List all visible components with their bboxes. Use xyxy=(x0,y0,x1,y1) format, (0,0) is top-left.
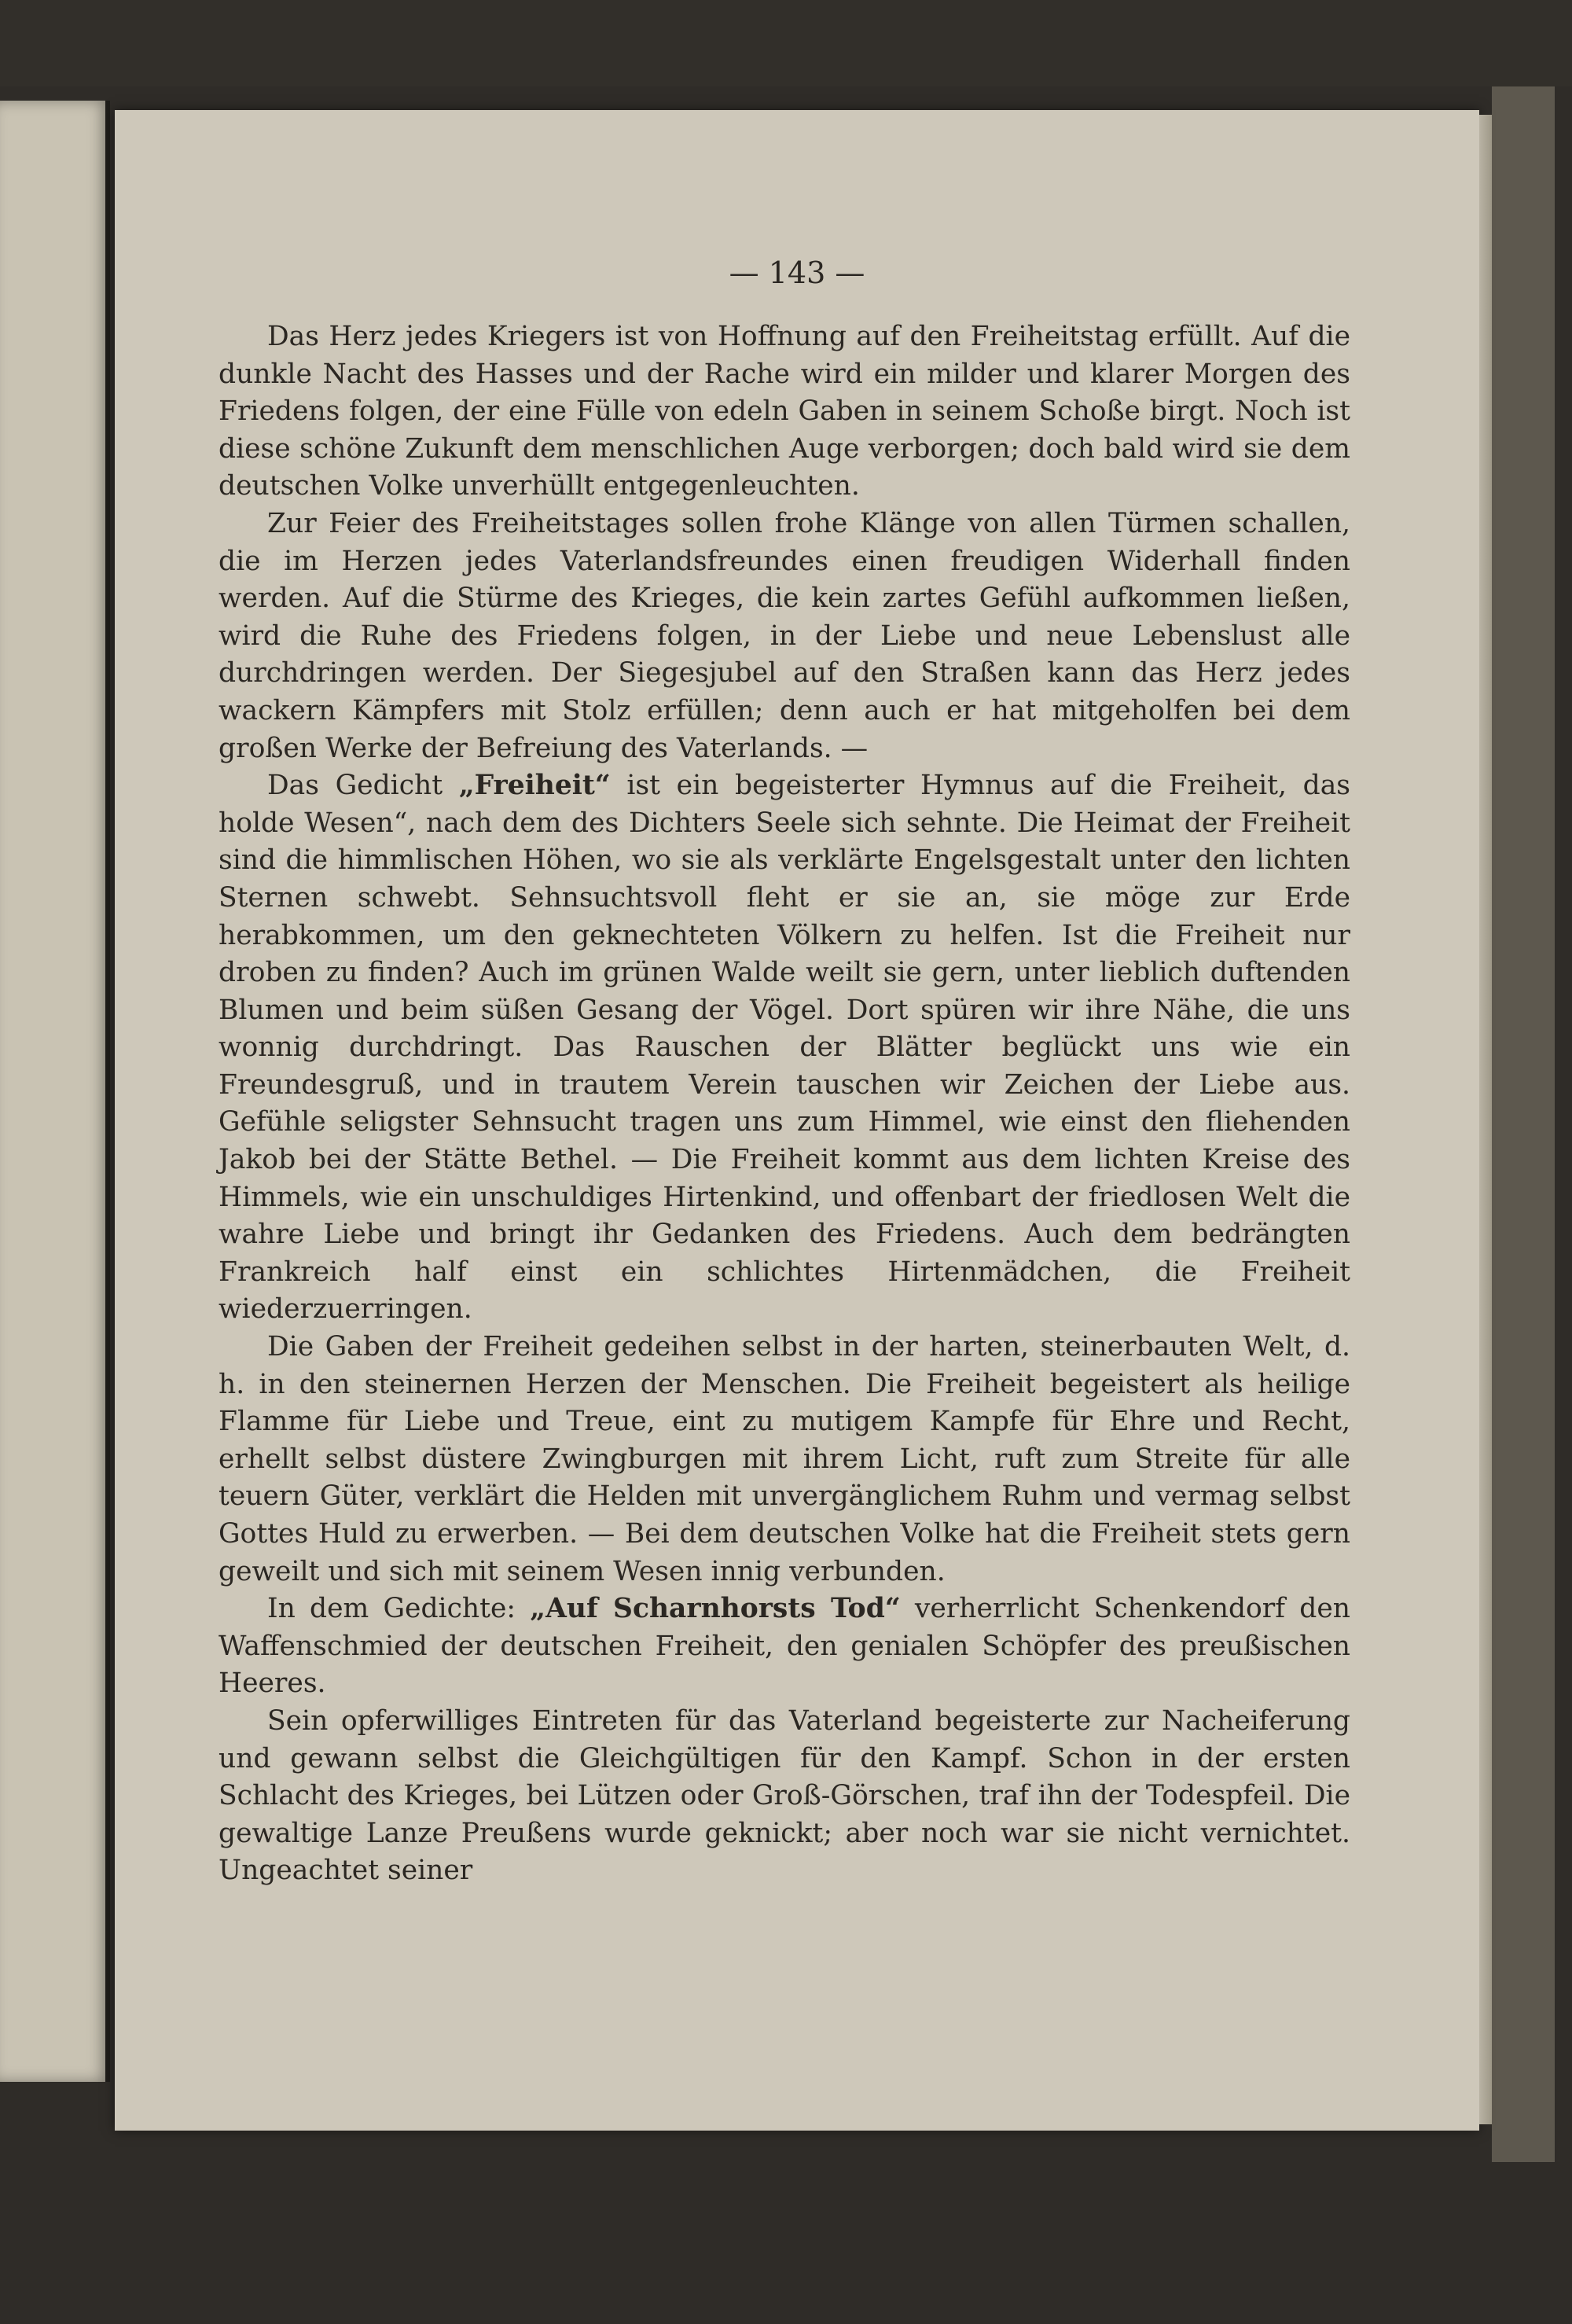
paragraph-text: Sein opferwilliges Eintreten für das Vaterland begeisterte zur Nacheiferung und gewann selbst die Gleichgültigen für den Kampf. Schon in der ersten Schlacht des Krieges, bei Lützen oder Groß-Görschen, traf ihn der Todespfeil. Die gewaltige Lanze Preußens wurde geknickt; aber noch war sie nicht vernichtet. Ungeachtet seiner xyxy=(219,1704,1350,1887)
paragraph-text: In dem Gedichte: xyxy=(267,1593,531,1625)
paragraph xyxy=(219,506,1350,767)
paragraph xyxy=(219,1329,1350,1590)
paragraph-text: ist ein begeisterter Hymnus auf die Freiheit, das holde Wesen“, nach dem des Dichters Seele sich sehnte. Die Heimat der Freiheit sind die himmlischen Höhen, wo sie als verklärte Engelsgestalt unter den lichten Sternen schwebt. Sehnsuchtsvoll fleht er sie an, sie möge zur Erde herabkommen, um den geknechteten Völkern zu helfen. Ist die Freiheit nur droben zu finden? Auch im grünen Walde weilt sie gern, unter lieblich duftenden Blumen und beim süßen Gesang der Vögel. Dort spüren wir ihre Nähe, die uns wonnig durchdringt. Das Rauschen der Blätter beglückt uns wie ein Freundesgruß, und in trautem Verein tauschen wir Zeichen der Liebe aus. Gefühle seligster Sehnsucht tragen uns zum Himmel, wie einst den fliehenden Jakob bei der Stätte Bethel. — Die Freiheit kommt aus dem lichten Kreise des Himmels, wie ein unschuldiges Hirtenkind, und offenbart der friedlosen Welt die wahre Liebe und bringt ihr Gedanken des Friedens. Auch dem bedrängten Frankreich half einst ein schlichtes Hirtenmädchen, die Freiheit wiederzuerringen. xyxy=(219,770,1351,1326)
paragraph-text: Das Gedicht xyxy=(267,770,459,802)
book-page xyxy=(115,110,1479,2131)
facing-page-edge xyxy=(0,101,110,2082)
book-cover-top xyxy=(0,0,1572,86)
poem-title: „Auf Scharnhorsts Tod“ xyxy=(530,1593,901,1625)
paragraph-text: Zur Feier des Freiheitstages sollen frohe Klänge von allen Türmen schallen, die im Herzen jedes Vaterlandsfreundes einen freudigen Widerhall finden werden. Auf die Stürme des Krieges, die kein zartes Gefühl aufkommen ließen, wird die Ruhe des Friedens folgen, in der Liebe und neue Lebenslust alle durchdringen werden. Der Siegesjubel auf den Straßen kann das Herz jedes wackern Kämpfers mit Stolz erfüllen; denn auch er hat mitgeholfen bei dem großen Werke der Befreiung des Vaterlands. — xyxy=(219,507,1350,764)
page-stack-edge xyxy=(1479,115,1492,2124)
paragraph xyxy=(219,1590,1350,1703)
paragraph xyxy=(219,318,1350,506)
paragraph xyxy=(219,767,1350,1329)
paragraph xyxy=(219,1703,1350,1890)
body-text xyxy=(219,318,1350,1890)
paragraph-text: Das Herz jedes Kriegers ist von Hoffnung auf den Freiheitstag erfüllt. Auf die dunkle Nacht des Hasses und der Rache wird ein milder und klarer Morgen des Friedens folgen, der eine Fülle von edeln Gaben in seinem Schoße birgt. Noch ist diese schöne Zukunft dem menschlichen Auge verborgen; doch bald wird sie dem deutschen Volke unverhüllt entgegenleuchten. xyxy=(219,321,1350,502)
paragraph-text: verherrlicht Schenkendorf den Waffenschmied der deutschen Freiheit, den genialen Schöpfer des preußischen Heeres. xyxy=(219,1593,1350,1700)
poem-title: „Freiheit“ xyxy=(458,770,611,802)
gutter-shadow xyxy=(105,101,110,2082)
paragraph-text: Die Gaben der Freiheit gedeihen selbst in der harten, steinerbauten Welt, d. h. in den steinernen Herzen der Menschen. Die Freiheit begeistert als heilige Flamme für Liebe und Treue, eint zu mutigem Kampfe für Ehre und Recht, erhellt selbst düstere Zwingburgen mit ihrem Licht, ruft zum Streite für alle teuern Güter, verklärt die Helden mit unvergänglichem Ruhm und vermag selbst Gottes Huld zu erwerben. — Bei dem deutschen Volke hat die Freiheit stets gern geweilt und sich mit seinem Wesen innig verbunden. xyxy=(219,1331,1350,1587)
page-number: — 143 — xyxy=(729,256,865,290)
book-cover-right xyxy=(1492,86,1555,2162)
